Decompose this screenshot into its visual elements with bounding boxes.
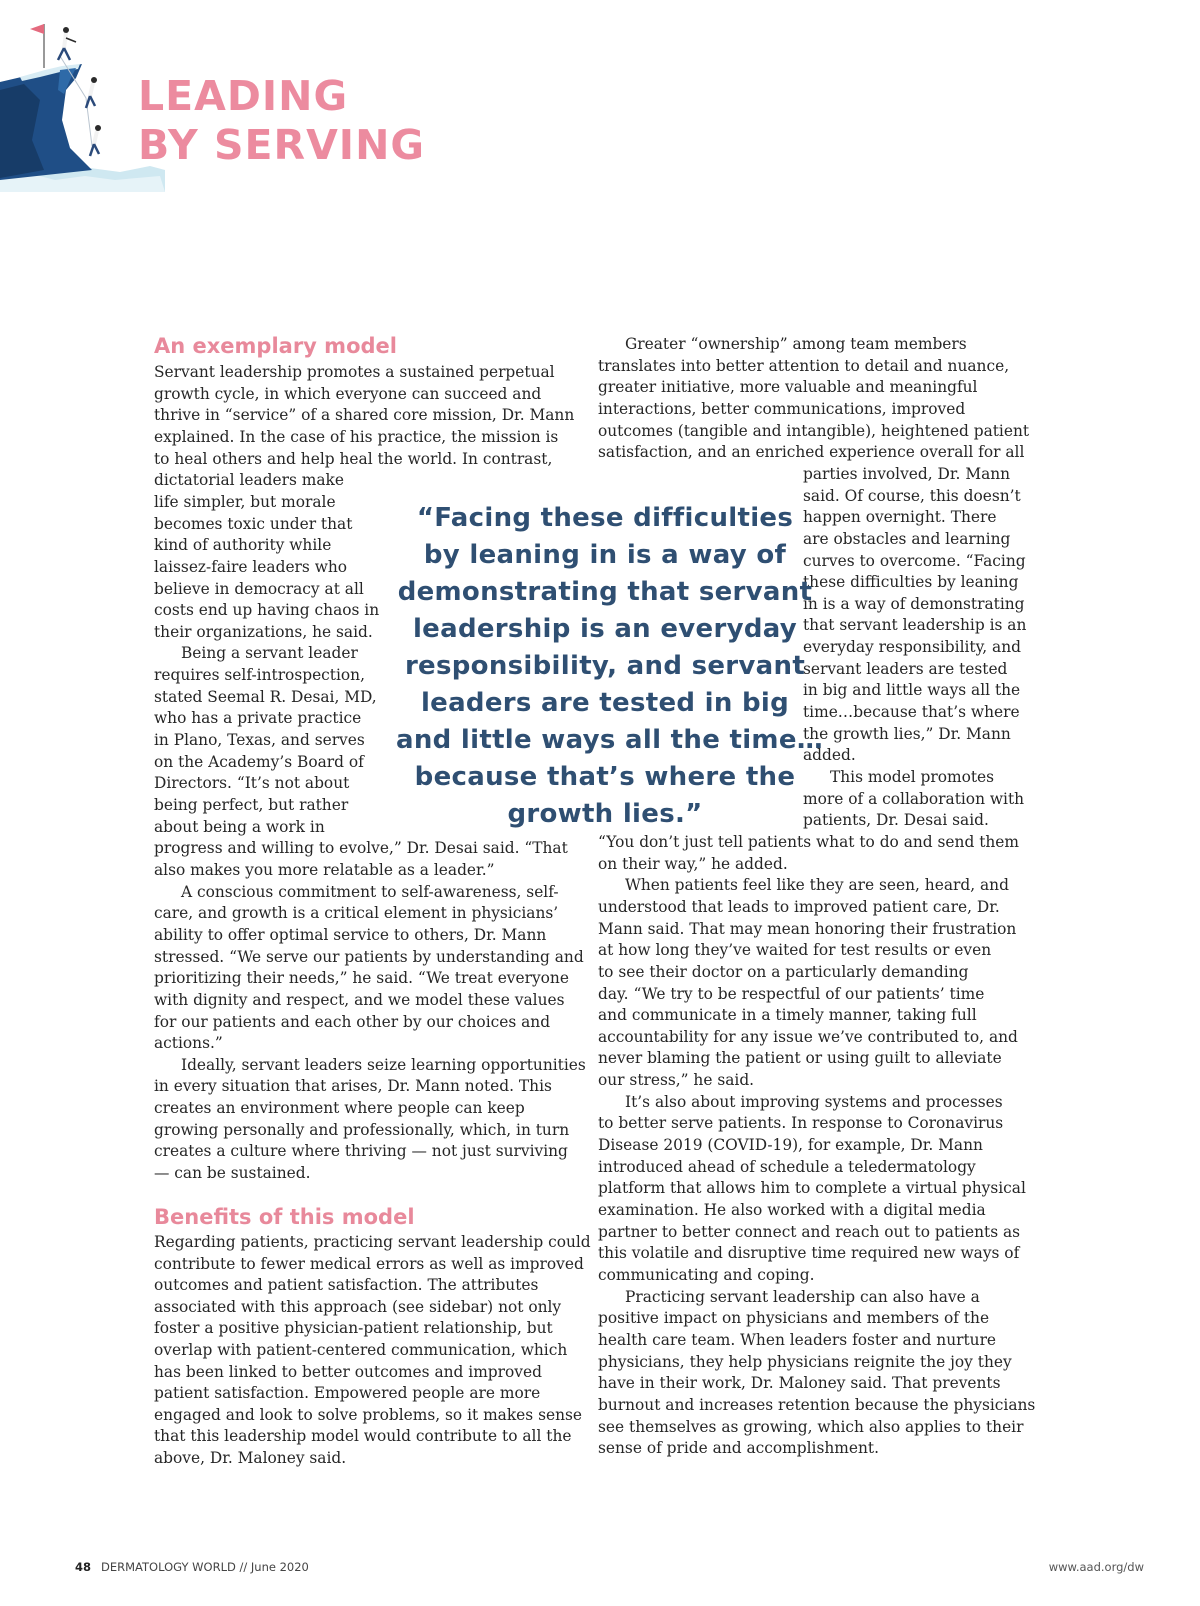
text-line: associated with this approach (see sidebar) not only [154, 1297, 562, 1316]
footer-left [75, 1560, 309, 1574]
text-line: are obstacles and learning [803, 529, 1011, 548]
text-line: actions.” [154, 1034, 223, 1053]
text-line: thrive in “service” of a shared core mission, Dr. Mann [154, 406, 575, 425]
text-line: interactions, better communications, improved [598, 399, 966, 418]
text-line: who has a private practice [154, 709, 362, 728]
text-line: with dignity and respect, and we model these values [154, 990, 565, 1009]
text-line: happen overnight. There [803, 508, 997, 527]
text-line: Practicing servant leadership can also have a [625, 1287, 980, 1306]
text-line: creates a culture where thriving — not just surviving [154, 1142, 568, 1161]
text-line: greater initiative, more valuable and meaningful [598, 378, 978, 397]
pull-quote-line: by leaning in is a way of [423, 540, 787, 570]
flag [30, 24, 44, 34]
text-line: platform that allows him to complete a virtual physical [598, 1179, 1026, 1198]
publication-name: DERMATOLOGY WORLD // June 2020 [101, 1560, 309, 1574]
text-line: prioritizing their needs,” he said. “We treat everyone [154, 969, 569, 988]
text-line: in is a way of demonstrating [803, 594, 1025, 613]
text-line: sense of pride and accomplishment. [598, 1439, 879, 1458]
climber-middle [86, 77, 97, 108]
text-line: “You don’t just tell patients what to do and send them [598, 832, 1019, 851]
text-line: in Plano, Texas, and serves [154, 731, 365, 750]
text-line: in every situation that arises, Dr. Mann noted. This [154, 1077, 552, 1096]
text-line: It’s also about improving systems and processes [625, 1092, 1003, 1111]
text-line: becomes toxic under that [154, 514, 353, 533]
text-line: that this leadership model would contribute to all the [154, 1427, 572, 1446]
text-line: accountability for any issue we’ve contributed to, and [598, 1027, 1018, 1046]
pull-quote-line: and little ways all the time… [396, 725, 824, 755]
text-line: satisfaction, and an enriched experience overall for all [598, 443, 1025, 462]
article-title [138, 72, 425, 170]
pull-quote-line: demonstrating that servant [397, 577, 813, 607]
text-line: life simpler, but morale [154, 492, 336, 511]
text-line: Mann said. That may mean honoring their frustration [598, 919, 1017, 938]
text-line: to see their doctor on a particularly demanding [598, 962, 969, 981]
text-line: patients, Dr. Desai said. [803, 811, 989, 830]
pull-quote-line: leaders are tested in big [420, 688, 790, 718]
heading-exemplary-model: An exemplary model [154, 334, 397, 358]
text-line: about being a work in [154, 817, 325, 836]
text-line: health care team. When leaders foster and nurture [598, 1330, 997, 1349]
text-line: contribute to fewer medical errors as well as improved [154, 1254, 584, 1273]
text-line: Being a servant leader [181, 644, 358, 663]
text-line: on their way,” he added. [598, 854, 788, 873]
text-line: day. “We try to be respectful of our patients’ time [598, 984, 985, 1003]
text-line: — can be sustained. [154, 1164, 311, 1183]
text-line: this volatile and disruptive time required new ways of [598, 1244, 1020, 1263]
text-line: ability to offer optimal service to others, Dr. Mann [154, 925, 547, 944]
title-line-2: BY SERVING [138, 121, 426, 169]
text-line: patient satisfaction. Empowered people are more [154, 1384, 541, 1403]
text-line: A conscious commitment to self-awareness, self- [181, 882, 559, 901]
footer-url: www.aad.org/dw [1048, 1560, 1144, 1574]
pull-quote-line: responsibility, and servant [404, 651, 806, 681]
text-line: believe in democracy at all [154, 579, 364, 598]
pull-quote-line: growth lies.” [507, 799, 703, 829]
text-line: that servant leadership is an [803, 616, 1027, 635]
text-line: outcomes and patient satisfaction. The attributes [154, 1276, 539, 1295]
text-line: laissez-faire leaders who [154, 557, 348, 576]
text-line: communicating and coping. [598, 1265, 815, 1284]
text-line: also makes you more relatable as a leader.” [154, 860, 495, 879]
text-line: their organizations, he said. [154, 622, 373, 641]
pull-quote-line: leadership is an everyday [412, 614, 798, 644]
text-line: Disease 2019 (COVID-19), for example, Dr. Mann [598, 1136, 983, 1155]
text-line: requires self-introspection, [154, 666, 365, 685]
text-line: Ideally, servant leaders seize learning opportunities [181, 1055, 586, 1074]
text-line: Regarding patients, practicing servant leadership could [154, 1233, 591, 1251]
text-line: examination. He also worked with a digital media [598, 1201, 986, 1219]
text-line: time…because that’s where [803, 703, 1020, 722]
text-line: said. Of course, this doesn’t [803, 486, 1021, 505]
text-line: understood that leads to improved patient care, Dr. [598, 897, 1000, 916]
pull-quote-line: because that’s where the [414, 762, 796, 792]
text-line: outcomes (tangible and intangible), heightened patient [598, 421, 1030, 440]
text-line: added. [803, 746, 856, 765]
text-line: translates into better attention to detail and nuance, [598, 356, 1010, 375]
text-line: never blaming the patient or using guilt to alleviate [598, 1049, 1002, 1068]
climber-top [58, 27, 76, 60]
text-line: and communicate in a timely manner, taking full [598, 1006, 977, 1025]
pull-quote-line: “Facing these difficulties [416, 503, 794, 533]
text-line: have in their work, Dr. Maloney said. That prevents [598, 1374, 1001, 1393]
text-line: foster a positive physician-patient relationship, but [154, 1319, 553, 1338]
text-line: Servant leadership promotes a sustained perpetual [154, 363, 555, 381]
text-line: to better serve patients. In response to Coronavirus [598, 1114, 1004, 1133]
page-number: 48 [75, 1560, 92, 1574]
heading-benefits-model: Benefits of this model [154, 1205, 415, 1229]
text-line: partner to better connect and reach out to patients as [598, 1222, 1021, 1241]
title-line-1: LEADING [138, 72, 349, 120]
text-line: engaged and look to solve problems, so it makes sense [154, 1405, 582, 1424]
text-line: creates an environment where people can keep [154, 1099, 525, 1118]
text-line: our stress,” he said. [598, 1071, 755, 1090]
text-line: curves to overcome. “Facing [803, 551, 1026, 570]
text-line: see themselves as growing, which also applies to their [598, 1417, 1024, 1436]
text-line: dictatorial leaders make [154, 471, 344, 490]
text-line: When patients feel like they are seen, heard, and [625, 876, 1009, 895]
text-line: Greater “ownership” among team members [625, 335, 967, 353]
text-line: kind of authority while [154, 536, 332, 555]
text-line: servant leaders are tested [803, 659, 1008, 678]
text-line: overlap with patient-centered communication, which [154, 1341, 568, 1359]
text-line: parties involved, Dr. Mann [803, 464, 1011, 483]
text-line: everyday responsibility, and [803, 638, 1021, 657]
text-line: care, and growth is a critical element in physicians’ [154, 904, 559, 923]
text-line: physicians, they help physicians reignite the joy they [598, 1352, 1012, 1371]
text-line: in big and little ways all the [803, 681, 1021, 700]
text-line: introduced ahead of schedule a teledermatology [598, 1157, 976, 1176]
text-line: stressed. “We serve our patients by understanding and [154, 947, 584, 966]
text-line: costs end up having chaos in [154, 601, 380, 620]
text-line: to heal others and help heal the world. In contrast, [154, 449, 553, 468]
text-line: these difficulties by leaning [803, 573, 1019, 592]
text-line: burnout and increases retention because the physicians [598, 1395, 1036, 1414]
text-line: growing personally and professionally, which, in turn [154, 1120, 570, 1139]
text-line: This model promotes [830, 768, 995, 786]
text-line: on the Academy’s Board of [154, 752, 364, 771]
text-line: above, Dr. Maloney said. [154, 1449, 347, 1467]
text-line: the growth lies,” Dr. Mann [803, 724, 1011, 743]
text-line: positive impact on physicians and members of the [598, 1309, 990, 1328]
pull-quote [396, 500, 824, 833]
text-line: Directors. “It’s not about [154, 774, 350, 793]
text-line: more of a collaboration with [803, 789, 1025, 808]
text-line: growth cycle, in which everyone can succeed and [154, 384, 542, 403]
text-line: being perfect, but rather [154, 796, 349, 814]
text-line: at how long they’ve waited for test results or even [598, 941, 992, 960]
text-line: explained. In the case of his practice, the mission is [154, 427, 559, 446]
text-line: stated Seemal R. Desai, MD, [154, 687, 377, 706]
text-line: progress and willing to evolve,” Dr. Desai said. “That [154, 839, 568, 858]
text-line: for our patients and each other by our choices and [154, 1012, 551, 1031]
text-line: has been linked to better outcomes and improved [154, 1362, 542, 1381]
